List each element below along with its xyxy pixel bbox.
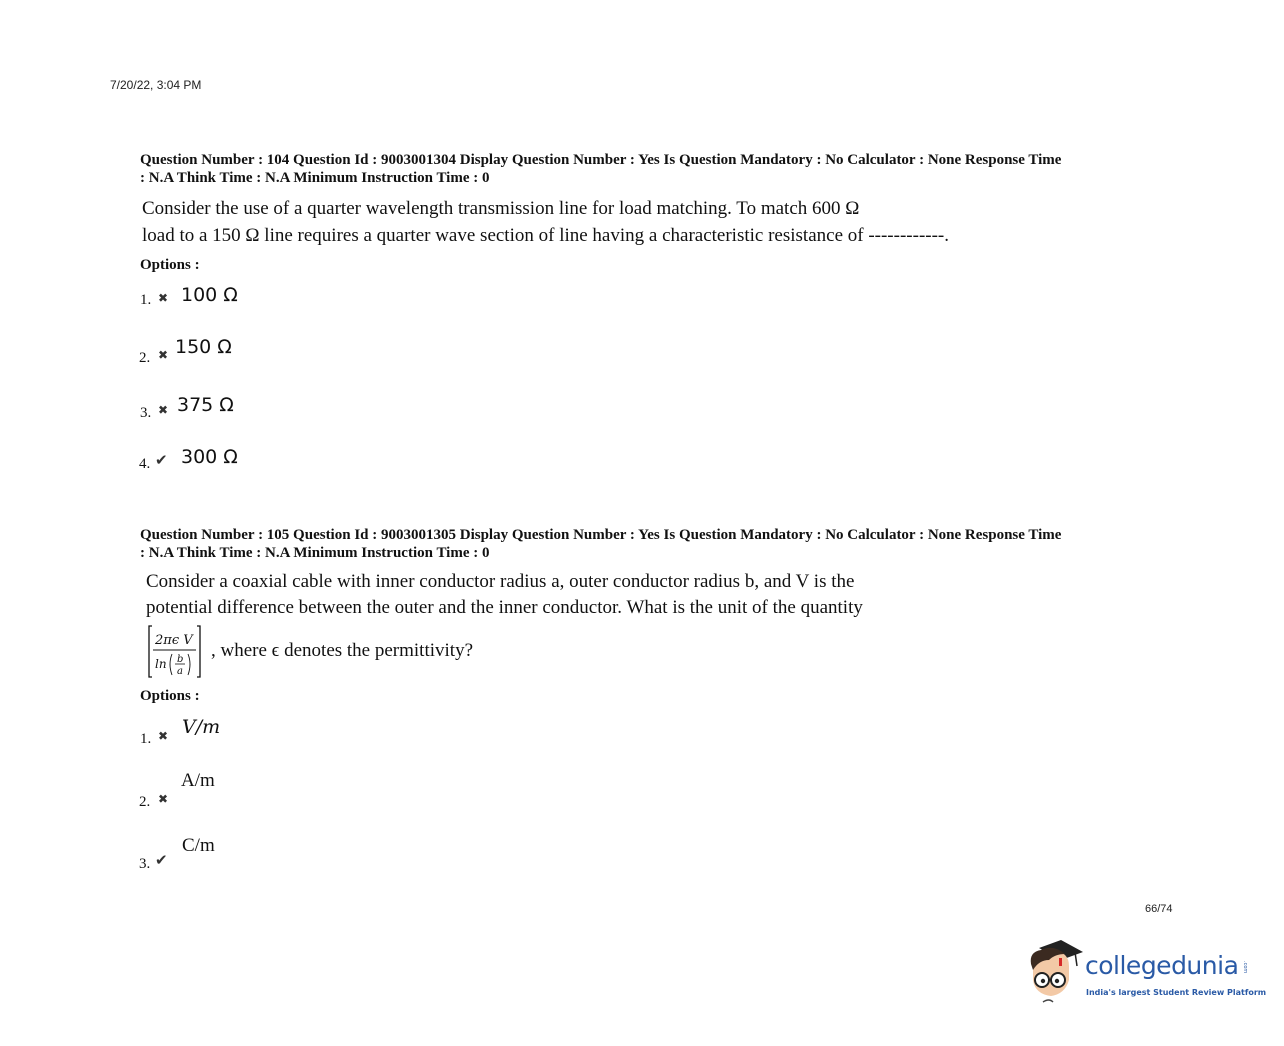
- page-number: 66/74: [1145, 903, 1173, 915]
- option-number: 1.: [140, 731, 152, 747]
- option-number: 2.: [139, 794, 151, 810]
- collegedunia-mascot-icon: [1025, 940, 1085, 1006]
- correct-check-icon: ✔: [155, 851, 168, 869]
- formula-a: a: [177, 666, 183, 677]
- formula-suffix: , where ϵ denotes the permittivity?: [211, 640, 474, 661]
- question-104-text: [142, 195, 949, 249]
- wrong-icon: ✖: [158, 729, 169, 743]
- question-text-line-2: load to a 150 Ω line requires a quarter wave section of line having a characteristic resistance of ------------.: [142, 225, 949, 246]
- wrong-icon: ✖: [158, 792, 169, 806]
- option-text: C/m: [182, 835, 215, 856]
- correct-check-icon: ✔: [155, 451, 168, 469]
- wrong-icon: ✖: [158, 291, 169, 305]
- brand-tagline: India's largest Student Review Platform: [1086, 988, 1267, 997]
- brand-name: collegedunia: [1085, 951, 1239, 980]
- option-text: 100 Ω: [181, 284, 238, 306]
- question-text-line-1: Consider the use of a quarter wavelength transmission line for load matching. To match 600 Ω: [142, 198, 860, 219]
- option-number: 4.: [139, 456, 151, 472]
- options-label: Options :: [140, 257, 200, 273]
- option-text: A/m: [181, 770, 215, 791]
- formula-brackets: [147, 624, 203, 680]
- option-text: V/m: [182, 716, 221, 738]
- wrong-icon: ✖: [158, 403, 169, 417]
- formula-ln: ln: [155, 657, 167, 671]
- option-text: 150 Ω: [175, 336, 232, 358]
- brand-suffix: .com: [1242, 961, 1248, 974]
- formula-b: b: [177, 654, 184, 665]
- question-105-text: [146, 569, 863, 621]
- question-105-meta: [140, 526, 1160, 562]
- formula-fraction: [147, 624, 201, 678]
- options-label: Options :: [140, 688, 200, 704]
- question-104-meta: [140, 151, 1160, 187]
- option-number: 3.: [140, 405, 152, 421]
- option-number: 2.: [139, 350, 151, 366]
- formula-numerator: 2πϵ V: [155, 633, 193, 648]
- meta-line-1: Question Number : 105 Question Id : 9003001305 Display Question Number : Yes Is Question Mandatory : No Calculator : None Response Time: [140, 527, 1062, 543]
- print-timestamp: 7/20/22, 3:04 PM: [110, 78, 202, 92]
- option-text: 375 Ω: [177, 394, 234, 416]
- meta-line-1: Question Number : 104 Question Id : 9003001304 Display Question Number : Yes Is Question Mandatory : No Calculator : None Response Time: [140, 152, 1062, 168]
- option-number: 3.: [139, 856, 151, 872]
- meta-line-2: : N.A Think Time : N.A Minimum Instruction Time : 0: [140, 545, 490, 561]
- question-text-line-2: potential difference between the outer and the inner conductor. What is the unit of the quantity: [146, 597, 863, 618]
- meta-line-2: : N.A Think Time : N.A Minimum Instruction Time : 0: [140, 170, 490, 186]
- option-text: 300 Ω: [181, 446, 238, 468]
- option-number: 1.: [140, 292, 152, 308]
- wrong-icon: ✖: [158, 348, 169, 362]
- question-text-line-1: Consider a coaxial cable with inner conductor radius a, outer conductor radius b, and V is the: [146, 571, 855, 592]
